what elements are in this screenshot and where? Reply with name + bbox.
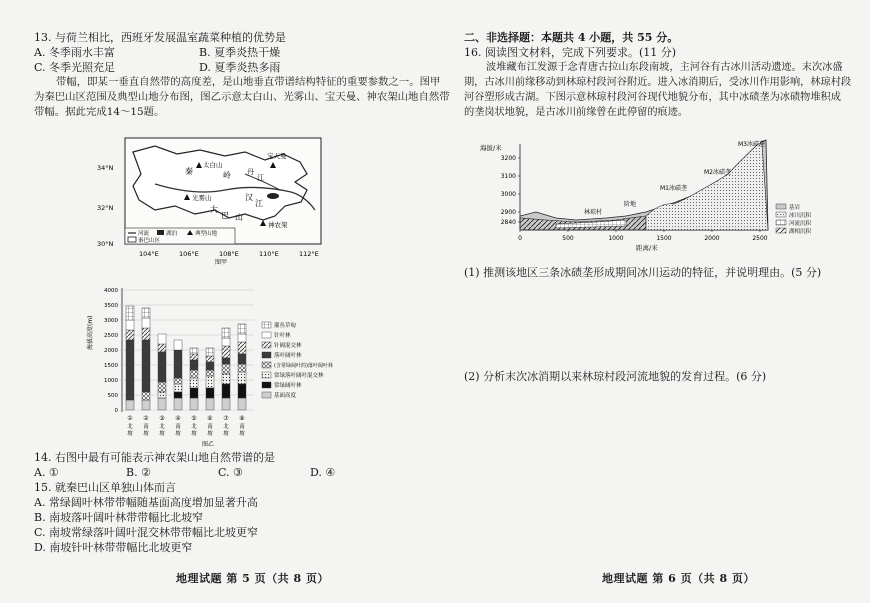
q15-option-b: B. 南坡落叶阔叶林带带幅比北坡窄 (34, 511, 204, 524)
bar-slope-char1: 南 (207, 424, 213, 430)
bar-segment (190, 354, 198, 360)
bar-segment (142, 318, 150, 328)
q14-stem: 14. 右图中最有可能表示神农架山地自然带谱的是 (34, 451, 275, 464)
bar-ylabel: 海拔高度(m) (87, 315, 94, 350)
bar-slope-char2: 坡 (191, 431, 197, 437)
lon-112: 112°E (299, 250, 319, 258)
label-jiang: 江 (255, 199, 263, 208)
bar-slope-char1: 北 (159, 424, 165, 430)
lon-106: 106°E (179, 250, 199, 258)
bar-segment (206, 388, 214, 398)
bar-slope-char1: 南 (239, 424, 245, 430)
legend-mountain: 典型山地 (195, 231, 218, 237)
bar-slope-char1: 南 (175, 424, 181, 430)
bar-segment (222, 384, 230, 398)
bar-segment (190, 388, 198, 398)
bar-slope-char2: 坡 (127, 431, 133, 437)
bar-ytick: 2500 (104, 333, 118, 339)
legend-deciduous: 落叶阔叶林 (274, 353, 302, 359)
legend-bedrock: 基岩 (789, 205, 801, 211)
q13-options-row2 (34, 60, 432, 75)
bar-segment (206, 362, 214, 370)
bar-number: ④ (175, 415, 181, 422)
bar-segment (158, 344, 166, 352)
bar-number: ① (127, 415, 133, 422)
bar-segment (142, 308, 150, 318)
lat-34: 34°N (97, 164, 114, 172)
label-terrace: 阶地 (624, 201, 637, 208)
bar-segment (222, 374, 230, 384)
label-taibai: 太白山 (203, 161, 223, 169)
legend-mixed: 针阔混交林 (274, 343, 302, 349)
label-guangwu: 光雾山 (192, 194, 212, 202)
bar-legend (262, 321, 333, 399)
q16-text-1: 波堆藏布江发源于念青唐古拉山东段南坡，主河谷有古冰川活动遗迹。末次冰盛 (486, 62, 843, 73)
bar-ytick: 3500 (104, 303, 118, 309)
bar-segment (126, 306, 134, 320)
profile-ytick: 3000 (500, 191, 516, 198)
q16-text-3: 河谷塑形成古湖。下图示意林琼村段河谷现代地貌分布，其中冰碛垄为冰碛物堆积成 (464, 92, 841, 103)
label-m3: M3冰碛垄 (738, 141, 765, 148)
label-da: 大 (210, 205, 218, 214)
section-heading: 二、非选择题：本题共 4 小题，共 55 分。 (464, 31, 679, 44)
q13-stem: 13. 与荷兰相比，西班牙发展温室蔬菜种植的优势是 (34, 31, 286, 44)
legend-conifer: 针叶林 (274, 333, 291, 339)
bar-segment (222, 398, 230, 410)
bar-segment (190, 370, 198, 378)
q13-options-row1 (34, 45, 432, 60)
left-footer: 地理试题 第 5 页（共 8 页） (176, 572, 329, 585)
profile-ylabel: 海拔/米 (480, 144, 502, 152)
bar-figure (84, 280, 334, 450)
q16-sub2-text: (2) 分析末次冰消期以来林琼村段河流地貌的发育过程。(6 分) (464, 370, 767, 383)
bar-segment (142, 328, 150, 340)
q16-sub2 (464, 369, 844, 384)
bar-segment (174, 378, 182, 384)
bar-segment (238, 324, 246, 334)
label-m2: M2冰碛垄 (704, 169, 731, 176)
bar-segment (158, 382, 166, 392)
bar-segment (158, 352, 166, 382)
bar-segment (238, 334, 246, 342)
q16-text-2: 期，古冰川前缘移动到林琼村段河谷附近。进入冰消期后，受冰川作用影响，林琼村段 (464, 77, 852, 88)
q13-option-a: A. 冬季雨水丰富 (34, 46, 115, 59)
bar-segment (206, 370, 214, 376)
bar-segment (238, 354, 246, 364)
bar-segment (222, 358, 230, 364)
bar-segment (158, 392, 166, 398)
bar-segment (142, 340, 150, 392)
legend-lake: 湖泊 (166, 231, 178, 237)
bar-segment (190, 348, 198, 354)
q15-option-d: D. 南坡针叶林带带幅比北坡更窄 (34, 541, 193, 554)
label-ba: 巴 (221, 211, 229, 220)
profile-legend (776, 203, 812, 235)
label-shennongjia: 神农架 (268, 221, 288, 229)
profile-xtick: 2500 (752, 235, 768, 242)
left-column (34, 30, 450, 120)
profile-figure (476, 132, 826, 254)
bar-segment (206, 348, 214, 356)
bar-slope-char2: 坡 (143, 431, 149, 437)
legend-qinba: 秦巴山区 (138, 238, 161, 244)
bar-segment (206, 376, 214, 388)
q13-option-c: C. 冬季光照充足 (34, 61, 116, 74)
legend-lake: 湖相沉积 (789, 229, 812, 235)
left-column-lower (34, 450, 432, 555)
legend-fluvial: 河流沉积 (789, 221, 812, 227)
bar-number: ⑤ (191, 415, 197, 422)
bar-segment (206, 398, 214, 410)
legend-deciduous-ev: (含常绿阔叶的)落叶阔叶林 (274, 363, 333, 369)
bar-slope-char2: 坡 (223, 431, 229, 437)
bar-segment (126, 400, 134, 410)
legend-river: 河流 (138, 231, 150, 237)
legend-evergreen: 常绿阔叶林 (274, 383, 302, 389)
label-linqiong: 林琼村 (584, 209, 603, 216)
lat-30: 30°N (97, 240, 114, 248)
bar-columns (126, 306, 246, 410)
intro-line-2: 为秦巴山区范围及典型山地分布图，图乙示意太白山、光雾山、宝天曼、神农架山地自然带 (34, 91, 450, 103)
bar-number: ⑦ (223, 415, 229, 422)
bar-segment (238, 384, 246, 398)
label-baotianman: 宝天曼 (267, 152, 287, 160)
q15-option-c: C. 南坡常绿落叶阔叶混交林带带幅比北坡更窄 (34, 526, 259, 539)
q14-option-c: C. ③ (218, 466, 243, 479)
bar-segment (158, 334, 166, 344)
label-shan: 山 (235, 213, 243, 222)
bar-segment (238, 398, 246, 410)
profile-ytick: 3200 (500, 155, 516, 162)
q14-option-d: D. ④ (310, 466, 336, 479)
bar-x-numbers (127, 415, 244, 422)
profile-y-ticks (501, 155, 520, 226)
label-m1: M1冰碛垄 (660, 185, 687, 192)
bar-slope-char2: 坡 (207, 431, 213, 437)
bar-segment (174, 398, 182, 410)
bar-ytick: 3000 (104, 318, 118, 324)
legend-glacial: 冰川沉积 (789, 213, 812, 219)
bar-segment (222, 328, 230, 338)
bar-segment (238, 372, 246, 384)
bar-segment (238, 364, 246, 372)
bar-segment (174, 340, 182, 350)
profile-xlabel: 距离/米 (636, 244, 658, 252)
bar-segment (190, 378, 198, 388)
bar-segment (126, 330, 134, 340)
bar-segment (222, 338, 230, 346)
profile-x-ticks (518, 230, 768, 242)
label-qin: 秦 (185, 167, 193, 176)
label-danjiang: 江 (257, 174, 264, 182)
profile-xtick: 500 (562, 235, 574, 242)
q16-text-4: 的垄岗状地貌，是古冰川前缘曾在此停留的痕迹。 (464, 107, 689, 118)
lon-108: 108°E (219, 250, 239, 258)
bar-ytick: 2000 (104, 348, 118, 354)
label-ling: 岭 (223, 171, 231, 180)
bar-slope-char1: 北 (191, 424, 197, 430)
bar-segment (126, 320, 134, 330)
lon-110: 110°E (259, 250, 279, 258)
danjiangkou-lake (267, 193, 279, 199)
bar-ytick: 1500 (104, 363, 118, 369)
bar-segment (222, 364, 230, 374)
label-dan: 丹 (247, 168, 254, 176)
bar-number: ⑥ (207, 415, 213, 422)
profile-ytick: 3100 (500, 173, 516, 180)
bar-slope-char2: 坡 (175, 431, 181, 437)
profile-ytick: 2840 (500, 219, 516, 226)
bar-segment (222, 346, 230, 358)
right-footer: 地理试题 第 6 页（共 8 页） (602, 572, 755, 585)
right-column (464, 30, 852, 120)
q15-stem: 15. 就秦巴山区单独山体而言 (34, 481, 176, 494)
map-figure (95, 134, 335, 266)
bar-number: ⑧ (239, 415, 245, 422)
lat-32: 32°N (97, 204, 114, 212)
bar-slope-char1: 北 (127, 424, 133, 430)
bar-segment (206, 356, 214, 362)
legend-base: 基面高度 (274, 393, 297, 399)
intro-line-1: 带幅，即某一垂直自然带的高度差，是山地垂直带谱结构特征的重要参数之一。图甲 (56, 76, 441, 88)
lon-104: 104°E (139, 250, 159, 258)
bar-ytick: 0 (114, 408, 118, 414)
q16-sub1 (464, 265, 844, 280)
q16-sub1-text: (1) 推测该地区三条冰碛垄形成期间冰川运动的特征，并说明理由。(5 分) (464, 266, 822, 279)
legend-shrub: 灌丛草甸 (274, 323, 297, 329)
bar-segment (190, 398, 198, 410)
bar-segment (126, 340, 134, 400)
q14-options (34, 465, 432, 480)
bar-x-slopes (127, 422, 245, 437)
bar-segment (158, 398, 166, 410)
intro-line-3: 带幅。据此完成14～15题。 (34, 106, 165, 118)
q13-option-d: D. 夏季炎热多雨 (199, 61, 281, 74)
bar-segment (174, 350, 182, 378)
profile-xtick: 2000 (704, 235, 720, 242)
q14-option-a: A. ① (34, 466, 59, 479)
bar-ytick: 500 (107, 393, 118, 399)
bar-segment (174, 392, 182, 398)
label-han: 汉 (245, 193, 253, 202)
profile-xtick: 1000 (608, 235, 624, 242)
bar-slope-char2: 坡 (239, 431, 245, 437)
bar-segment (142, 400, 150, 410)
bar-segment (142, 392, 150, 400)
bar-segment (190, 360, 198, 370)
bar-caption: 图乙 (202, 441, 215, 448)
bar-ytick: 4000 (104, 288, 118, 294)
bar-slope-char1: 南 (143, 424, 149, 430)
q13-option-b: B. 夏季炎热干燥 (199, 46, 281, 59)
legend-ev-dec-mixed: 常绿落叶阔叶混交林 (274, 373, 324, 379)
bar-segment (174, 384, 182, 392)
q16-stem: 16. 阅读图文材料，完成下列要求。(11 分) (464, 46, 677, 59)
profile-ytick: 2900 (500, 209, 516, 216)
q14-option-b: B. ② (126, 466, 151, 479)
bar-slope-char2: 坡 (159, 431, 165, 437)
bar-slope-char1: 北 (223, 424, 229, 430)
bar-segment (238, 342, 246, 354)
profile-xtick: 0 (518, 235, 522, 242)
q15-option-a: A. 常绿阔叶林带带幅随基面高度增加显著升高 (34, 496, 258, 509)
bar-number: ③ (159, 415, 165, 422)
map-caption: 图甲 (215, 259, 228, 266)
profile-xtick: 1500 (656, 235, 672, 242)
bar-number: ② (143, 415, 149, 422)
bar-ytick: 1000 (104, 378, 118, 384)
